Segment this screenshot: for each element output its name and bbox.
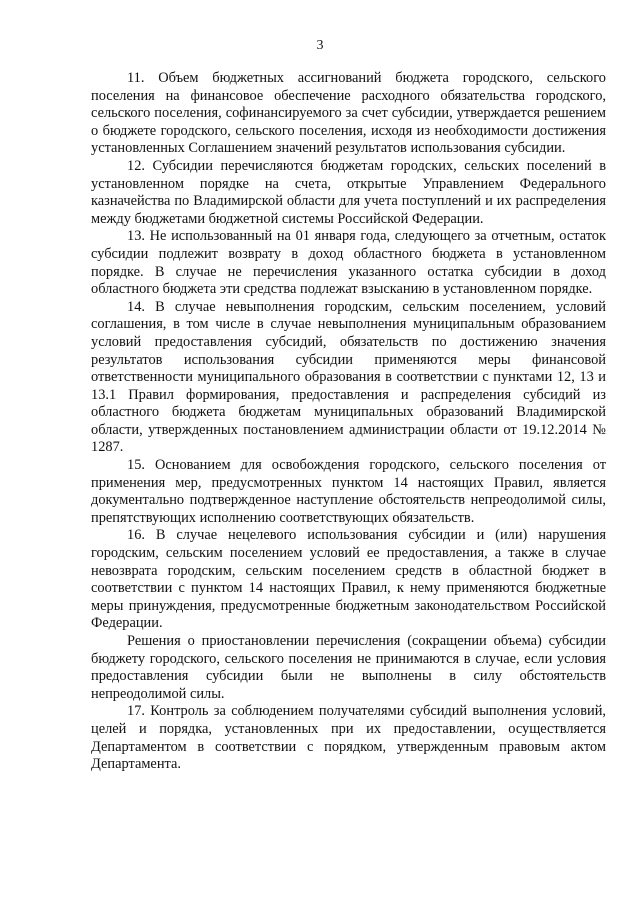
paragraph-16-continuation: Решения о приостановлении перечисления (сокращении объема) субсидии бюджету городского, сельского поселения не принимаются в случае, если условия предоставления субсидии были не выполнены в силу обстоятельств непреодолимой силы. (91, 633, 606, 702)
paragraph-15: 15. Основанием для освобождения городского, сельского поселения от применения мер, предусмотренных пунктом 14 настоящих Правил, является документально подтвержденное наступление обстоятельств непреодолимой силы, препятствующих исполнению соответствующих обязательств. (91, 457, 606, 526)
paragraph-17: 17. Контроль за соблюдением получателями субсидий выполнения условий, целей и порядка, установленных при их предоставлении, осуществляется Департаментом в соответствии с порядком, утвержденным правовым актом Департамента. (91, 703, 606, 773)
paragraph-13: 13. Не использованный на 01 января года, следующего за отчетным, остаток субсидии подлежит возврату в доход областного бюджета в установленном порядке. В случае не перечисления указанного остатка субсидии в доход областного бюджета эти средства подлежат взысканию в установленном порядке. (91, 228, 606, 298)
page-number: 3 (316, 38, 324, 53)
document-body (91, 70, 606, 774)
paragraph-11: 11. Объем бюджетных ассигнований бюджета городского, сельского поселения на финансовое обеспечение расходного обязательства городского, сельского поселения, софинансируемого за счет субсидии, утверждается решением о бюджете городского, сельского поселения, исходя из необходимости достижения установленных Соглашением значений результатов использования субсидии. (91, 70, 606, 157)
paragraph-14: 14. В случае невыполнения городским, сельским поселением, условий соглашения, в том числе в случае невыполнения муниципальным образованием условий предоставления субсидий, обязательств по достижению значения результатов использования субсидии применяются меры финансовой ответственности муниципального образования в соответствии с пунктами 12, 13 и 13.1 Правил формирования, предоставления и распределения субсидий из областного бюджета бюджетам муниципальных образований Владимирской области, утвержденных постановлением администрации области от 19.12.2014 № 1287. (91, 298, 606, 456)
paragraph-16: 16. В случае нецелевого использования субсидии и (или) нарушения городским, сельским поселением условий ее предоставления, а также в случае невозврата городским, сельским поселением средств в областной бюджет в соответствии с пунктом 14 настоящих Правил, к нему применяются бюджетные меры принуждения, предусмотренные бюджетным законодательством Российской Федерации. (91, 527, 606, 632)
paragraph-12: 12. Субсидии перечисляются бюджетам городских, сельских поселений в установленном порядке на счета, открытые Управлением Федерального казначейства по Владимирской области для учета поступлений и их распределения между бюджетами бюджетной системы Российской Федерации. (91, 157, 606, 227)
